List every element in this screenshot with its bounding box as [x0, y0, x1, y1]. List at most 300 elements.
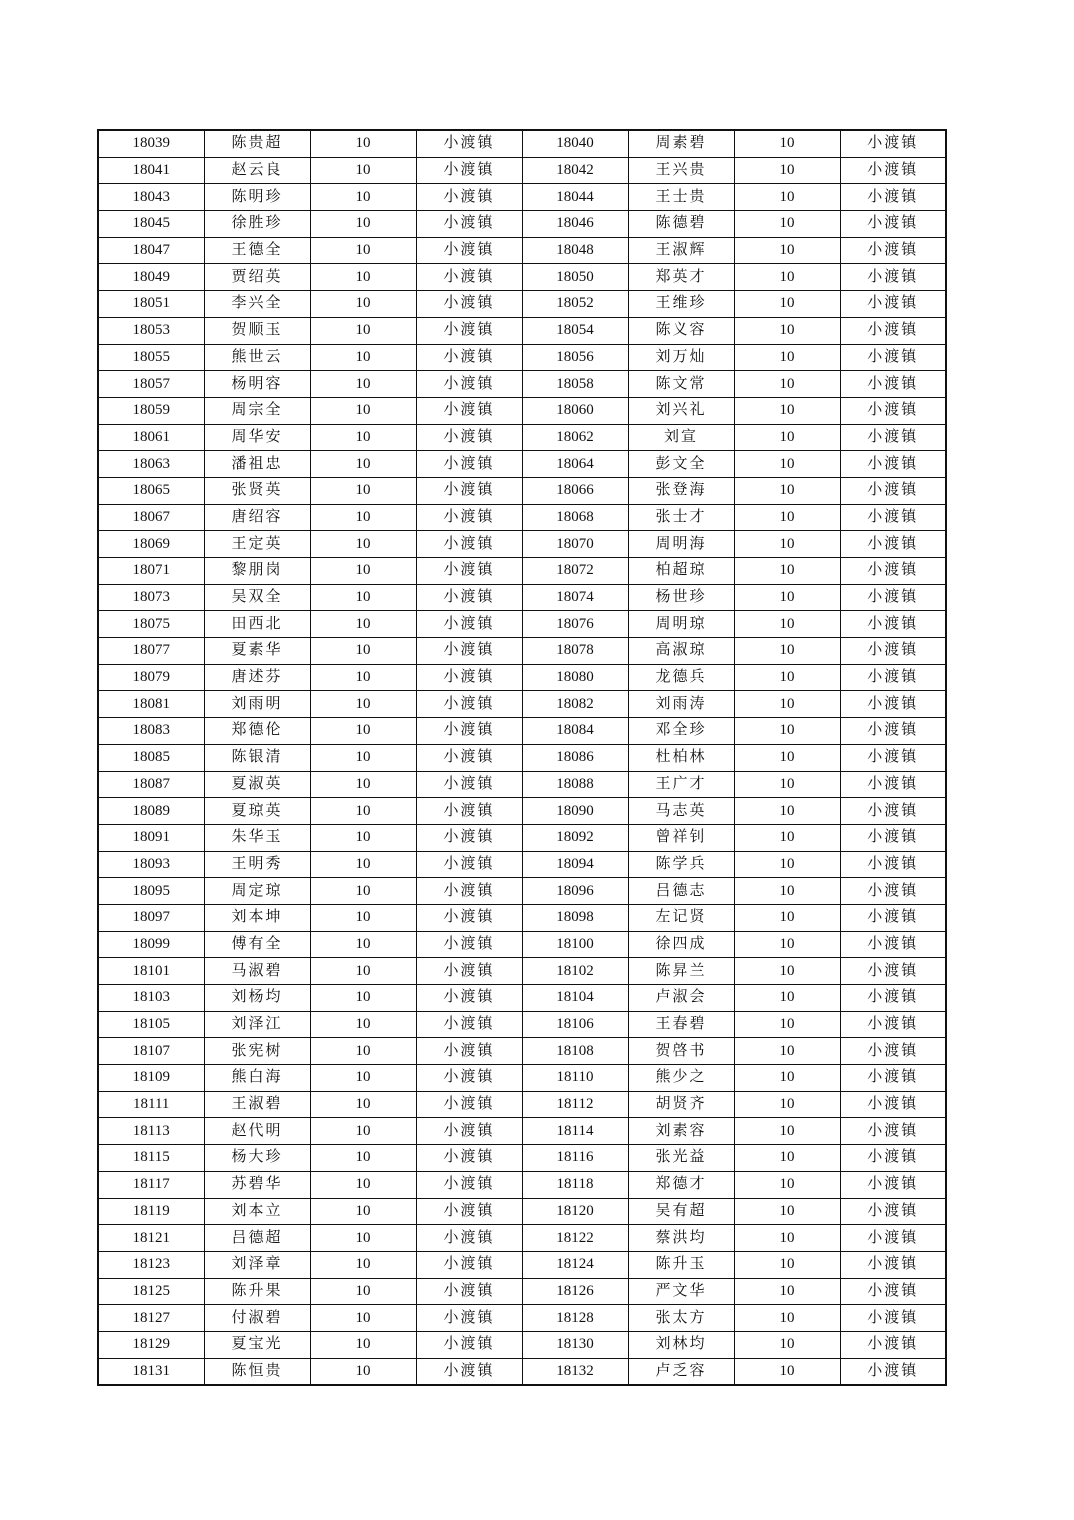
cell-town: 小渡镇 [840, 424, 946, 451]
cell-id: 18073 [98, 584, 204, 611]
cell-id: 18125 [98, 1278, 204, 1305]
cell-amount: 10 [310, 958, 416, 985]
cell-town: 小渡镇 [840, 1091, 946, 1118]
cell-amount: 10 [310, 878, 416, 905]
cell-amount: 10 [310, 344, 416, 371]
cell-id: 18083 [98, 718, 204, 745]
cell-name: 王明秀 [204, 851, 310, 878]
table-row [98, 771, 946, 798]
cell-name: 贾绍英 [204, 264, 310, 291]
cell-town: 小渡镇 [840, 1011, 946, 1038]
cell-amount: 10 [310, 130, 416, 157]
cell-name: 柏超琼 [628, 558, 734, 585]
roster-table [97, 129, 947, 1386]
cell-id: 18127 [98, 1305, 204, 1332]
table-row [98, 904, 946, 931]
cell-amount: 10 [734, 691, 840, 718]
cell-amount: 10 [734, 1331, 840, 1358]
table-row [98, 798, 946, 825]
cell-id: 18090 [522, 798, 628, 825]
cell-name: 周华安 [204, 424, 310, 451]
cell-id: 18066 [522, 477, 628, 504]
cell-amount: 10 [734, 211, 840, 238]
cell-town: 小渡镇 [416, 130, 522, 157]
cell-town: 小渡镇 [840, 130, 946, 157]
cell-town: 小渡镇 [840, 211, 946, 238]
cell-id: 18124 [522, 1251, 628, 1278]
cell-name: 马淑碧 [204, 958, 310, 985]
cell-name: 吕德超 [204, 1225, 310, 1252]
cell-id: 18070 [522, 531, 628, 558]
cell-amount: 10 [734, 531, 840, 558]
cell-name: 陈义容 [628, 317, 734, 344]
cell-amount: 10 [734, 1198, 840, 1225]
cell-amount: 10 [734, 371, 840, 398]
cell-id: 18088 [522, 771, 628, 798]
cell-town: 小渡镇 [416, 344, 522, 371]
cell-id: 18120 [522, 1198, 628, 1225]
table-row [98, 718, 946, 745]
cell-id: 18115 [98, 1145, 204, 1172]
cell-name: 夏琼英 [204, 798, 310, 825]
cell-amount: 10 [310, 451, 416, 478]
cell-name: 陈昇兰 [628, 958, 734, 985]
cell-id: 18110 [522, 1065, 628, 1092]
cell-id: 18112 [522, 1091, 628, 1118]
cell-town: 小渡镇 [416, 1251, 522, 1278]
cell-id: 18082 [522, 691, 628, 718]
table-row [98, 1011, 946, 1038]
roster-body [98, 130, 946, 1385]
cell-town: 小渡镇 [840, 451, 946, 478]
cell-name: 刘雨涛 [628, 691, 734, 718]
cell-town: 小渡镇 [840, 904, 946, 931]
cell-amount: 10 [310, 1331, 416, 1358]
cell-amount: 10 [734, 798, 840, 825]
cell-name: 夏淑英 [204, 771, 310, 798]
cell-amount: 10 [734, 824, 840, 851]
cell-id: 18096 [522, 878, 628, 905]
cell-town: 小渡镇 [416, 1278, 522, 1305]
cell-name: 彭文全 [628, 451, 734, 478]
cell-town: 小渡镇 [840, 504, 946, 531]
cell-id: 18041 [98, 157, 204, 184]
cell-name: 陈升果 [204, 1278, 310, 1305]
table-row [98, 664, 946, 691]
table-row [98, 558, 946, 585]
cell-id: 18042 [522, 157, 628, 184]
cell-town: 小渡镇 [416, 691, 522, 718]
cell-id: 18048 [522, 237, 628, 264]
cell-amount: 10 [310, 211, 416, 238]
cell-amount: 10 [310, 317, 416, 344]
table-row [98, 397, 946, 424]
cell-id: 18087 [98, 771, 204, 798]
cell-amount: 10 [734, 1038, 840, 1065]
cell-name: 陈文常 [628, 371, 734, 398]
cell-amount: 10 [734, 1225, 840, 1252]
cell-amount: 10 [734, 958, 840, 985]
cell-id: 18095 [98, 878, 204, 905]
cell-name: 唐绍容 [204, 504, 310, 531]
cell-name: 郑德伦 [204, 718, 310, 745]
cell-name: 田西北 [204, 611, 310, 638]
cell-amount: 10 [310, 237, 416, 264]
cell-town: 小渡镇 [840, 264, 946, 291]
cell-town: 小渡镇 [840, 584, 946, 611]
cell-town: 小渡镇 [416, 771, 522, 798]
cell-town: 小渡镇 [840, 558, 946, 585]
cell-id: 18104 [522, 985, 628, 1012]
cell-amount: 10 [734, 1251, 840, 1278]
cell-id: 18065 [98, 477, 204, 504]
cell-name: 陈明珍 [204, 184, 310, 211]
cell-amount: 10 [734, 397, 840, 424]
cell-town: 小渡镇 [416, 718, 522, 745]
table-row [98, 344, 946, 371]
cell-amount: 10 [310, 664, 416, 691]
cell-town: 小渡镇 [840, 1145, 946, 1172]
cell-amount: 10 [734, 130, 840, 157]
cell-id: 18052 [522, 291, 628, 318]
cell-town: 小渡镇 [840, 771, 946, 798]
cell-town: 小渡镇 [840, 1171, 946, 1198]
cell-town: 小渡镇 [416, 638, 522, 665]
cell-id: 18047 [98, 237, 204, 264]
cell-id: 18061 [98, 424, 204, 451]
cell-name: 卢乏容 [628, 1358, 734, 1385]
table-row [98, 878, 946, 905]
cell-name: 周宗全 [204, 397, 310, 424]
cell-name: 吕德志 [628, 878, 734, 905]
cell-name: 高淑琼 [628, 638, 734, 665]
cell-name: 王淑碧 [204, 1091, 310, 1118]
cell-id: 18078 [522, 638, 628, 665]
cell-id: 18040 [522, 130, 628, 157]
cell-id: 18055 [98, 344, 204, 371]
cell-town: 小渡镇 [416, 878, 522, 905]
cell-amount: 10 [310, 1011, 416, 1038]
cell-amount: 10 [734, 664, 840, 691]
table-row [98, 157, 946, 184]
cell-id: 18075 [98, 611, 204, 638]
cell-amount: 10 [310, 611, 416, 638]
cell-town: 小渡镇 [840, 477, 946, 504]
cell-name: 王淑辉 [628, 237, 734, 264]
cell-town: 小渡镇 [840, 985, 946, 1012]
cell-id: 18086 [522, 744, 628, 771]
cell-amount: 10 [310, 504, 416, 531]
cell-id: 18118 [522, 1171, 628, 1198]
cell-name: 陈学兵 [628, 851, 734, 878]
cell-amount: 10 [734, 718, 840, 745]
cell-town: 小渡镇 [840, 824, 946, 851]
table-row [98, 824, 946, 851]
table-row [98, 611, 946, 638]
cell-town: 小渡镇 [840, 1278, 946, 1305]
cell-id: 18094 [522, 851, 628, 878]
cell-id: 18113 [98, 1118, 204, 1145]
cell-id: 18109 [98, 1065, 204, 1092]
cell-town: 小渡镇 [840, 397, 946, 424]
table-row [98, 1171, 946, 1198]
cell-town: 小渡镇 [840, 1251, 946, 1278]
cell-name: 刘杨均 [204, 985, 310, 1012]
cell-town: 小渡镇 [416, 451, 522, 478]
table-row [98, 931, 946, 958]
cell-town: 小渡镇 [840, 157, 946, 184]
cell-id: 18074 [522, 584, 628, 611]
cell-town: 小渡镇 [840, 531, 946, 558]
cell-town: 小渡镇 [840, 1305, 946, 1332]
cell-amount: 10 [310, 1038, 416, 1065]
table-row [98, 851, 946, 878]
cell-name: 刘素容 [628, 1118, 734, 1145]
cell-town: 小渡镇 [416, 985, 522, 1012]
cell-amount: 10 [310, 691, 416, 718]
cell-town: 小渡镇 [840, 1198, 946, 1225]
cell-amount: 10 [310, 931, 416, 958]
table-row [98, 477, 946, 504]
cell-town: 小渡镇 [416, 1091, 522, 1118]
cell-name: 赵云良 [204, 157, 310, 184]
table-row [98, 451, 946, 478]
cell-town: 小渡镇 [416, 1225, 522, 1252]
cell-id: 18108 [522, 1038, 628, 1065]
cell-amount: 10 [310, 397, 416, 424]
cell-name: 张贤英 [204, 477, 310, 504]
cell-name: 卢淑会 [628, 985, 734, 1012]
cell-name: 郑英才 [628, 264, 734, 291]
cell-name: 王士贵 [628, 184, 734, 211]
table-row [98, 317, 946, 344]
cell-name: 王德全 [204, 237, 310, 264]
table-row [98, 504, 946, 531]
cell-town: 小渡镇 [416, 558, 522, 585]
cell-amount: 10 [734, 1171, 840, 1198]
cell-id: 18067 [98, 504, 204, 531]
cell-amount: 10 [734, 184, 840, 211]
cell-town: 小渡镇 [840, 344, 946, 371]
cell-id: 18072 [522, 558, 628, 585]
cell-amount: 10 [310, 985, 416, 1012]
cell-town: 小渡镇 [416, 264, 522, 291]
cell-amount: 10 [734, 237, 840, 264]
cell-amount: 10 [310, 798, 416, 825]
table-row [98, 264, 946, 291]
cell-name: 刘本坤 [204, 904, 310, 931]
cell-amount: 10 [734, 771, 840, 798]
cell-name: 潘祖忠 [204, 451, 310, 478]
cell-name: 王维珍 [628, 291, 734, 318]
cell-amount: 10 [734, 157, 840, 184]
cell-id: 18080 [522, 664, 628, 691]
cell-amount: 10 [734, 985, 840, 1012]
cell-town: 小渡镇 [416, 798, 522, 825]
cell-name: 傅有全 [204, 931, 310, 958]
cell-town: 小渡镇 [416, 397, 522, 424]
cell-name: 左记贤 [628, 904, 734, 931]
cell-id: 18064 [522, 451, 628, 478]
cell-id: 18098 [522, 904, 628, 931]
table-row [98, 1278, 946, 1305]
cell-id: 18100 [522, 931, 628, 958]
cell-id: 18117 [98, 1171, 204, 1198]
cell-id: 18054 [522, 317, 628, 344]
cell-name: 吴双全 [204, 584, 310, 611]
cell-town: 小渡镇 [416, 1011, 522, 1038]
cell-id: 18043 [98, 184, 204, 211]
cell-town: 小渡镇 [416, 504, 522, 531]
cell-town: 小渡镇 [416, 1358, 522, 1385]
cell-amount: 10 [734, 1011, 840, 1038]
cell-id: 18058 [522, 371, 628, 398]
cell-town: 小渡镇 [416, 237, 522, 264]
cell-town: 小渡镇 [840, 371, 946, 398]
cell-id: 18046 [522, 211, 628, 238]
cell-name: 杨明容 [204, 371, 310, 398]
table-row [98, 958, 946, 985]
cell-amount: 10 [310, 718, 416, 745]
cell-town: 小渡镇 [416, 1171, 522, 1198]
cell-id: 18062 [522, 424, 628, 451]
cell-name: 杨大珍 [204, 1145, 310, 1172]
cell-name: 熊少之 [628, 1065, 734, 1092]
cell-town: 小渡镇 [416, 1038, 522, 1065]
table-row [98, 371, 946, 398]
cell-id: 18126 [522, 1278, 628, 1305]
cell-name: 徐四成 [628, 931, 734, 958]
cell-id: 18122 [522, 1225, 628, 1252]
cell-amount: 10 [734, 1278, 840, 1305]
cell-amount: 10 [310, 291, 416, 318]
cell-id: 18044 [522, 184, 628, 211]
cell-amount: 10 [734, 451, 840, 478]
cell-id: 18059 [98, 397, 204, 424]
cell-id: 18102 [522, 958, 628, 985]
cell-town: 小渡镇 [416, 904, 522, 931]
cell-amount: 10 [734, 851, 840, 878]
table-row [98, 424, 946, 451]
cell-amount: 10 [734, 931, 840, 958]
cell-town: 小渡镇 [416, 1118, 522, 1145]
cell-id: 18089 [98, 798, 204, 825]
cell-id: 18119 [98, 1198, 204, 1225]
cell-id: 18076 [522, 611, 628, 638]
cell-town: 小渡镇 [840, 691, 946, 718]
cell-amount: 10 [310, 1091, 416, 1118]
cell-id: 18130 [522, 1331, 628, 1358]
cell-id: 18060 [522, 397, 628, 424]
table-row [98, 584, 946, 611]
cell-amount: 10 [734, 904, 840, 931]
cell-name: 夏宝光 [204, 1331, 310, 1358]
cell-name: 张登海 [628, 477, 734, 504]
cell-name: 周素碧 [628, 130, 734, 157]
cell-name: 张太方 [628, 1305, 734, 1332]
cell-amount: 10 [310, 744, 416, 771]
cell-town: 小渡镇 [416, 664, 522, 691]
cell-name: 邓全珍 [628, 718, 734, 745]
cell-name: 王春碧 [628, 1011, 734, 1038]
cell-name: 周明海 [628, 531, 734, 558]
cell-amount: 10 [310, 638, 416, 665]
cell-name: 夏素华 [204, 638, 310, 665]
cell-name: 刘林均 [628, 1331, 734, 1358]
cell-town: 小渡镇 [416, 584, 522, 611]
cell-id: 18071 [98, 558, 204, 585]
table-row [98, 1225, 946, 1252]
cell-amount: 10 [734, 744, 840, 771]
cell-amount: 10 [734, 1358, 840, 1385]
cell-id: 18091 [98, 824, 204, 851]
cell-amount: 10 [310, 371, 416, 398]
cell-town: 小渡镇 [840, 1038, 946, 1065]
cell-amount: 10 [734, 504, 840, 531]
table-row [98, 184, 946, 211]
cell-name: 王兴贵 [628, 157, 734, 184]
cell-amount: 10 [310, 771, 416, 798]
cell-id: 18053 [98, 317, 204, 344]
cell-name: 陈升玉 [628, 1251, 734, 1278]
table-row [98, 130, 946, 157]
cell-amount: 10 [310, 264, 416, 291]
cell-id: 18123 [98, 1251, 204, 1278]
cell-name: 刘宣 [628, 424, 734, 451]
cell-id: 18099 [98, 931, 204, 958]
cell-amount: 10 [310, 1305, 416, 1332]
cell-name: 朱华玉 [204, 824, 310, 851]
cell-name: 曾祥钊 [628, 824, 734, 851]
cell-id: 18079 [98, 664, 204, 691]
cell-town: 小渡镇 [840, 237, 946, 264]
cell-town: 小渡镇 [840, 638, 946, 665]
cell-name: 黎朋岗 [204, 558, 310, 585]
cell-town: 小渡镇 [416, 477, 522, 504]
cell-amount: 10 [310, 851, 416, 878]
cell-name: 严文华 [628, 1278, 734, 1305]
cell-amount: 10 [734, 1118, 840, 1145]
cell-name: 贺啓书 [628, 1038, 734, 1065]
cell-name: 吴有超 [628, 1198, 734, 1225]
cell-town: 小渡镇 [840, 664, 946, 691]
cell-name: 郑德才 [628, 1171, 734, 1198]
cell-amount: 10 [734, 558, 840, 585]
cell-town: 小渡镇 [416, 1331, 522, 1358]
cell-name: 胡贤齐 [628, 1091, 734, 1118]
cell-town: 小渡镇 [416, 611, 522, 638]
cell-name: 杜柏林 [628, 744, 734, 771]
table-row [98, 691, 946, 718]
cell-amount: 10 [310, 1171, 416, 1198]
cell-amount: 10 [310, 824, 416, 851]
cell-town: 小渡镇 [416, 824, 522, 851]
cell-id: 18107 [98, 1038, 204, 1065]
cell-town: 小渡镇 [840, 291, 946, 318]
cell-id: 18093 [98, 851, 204, 878]
cell-amount: 10 [734, 638, 840, 665]
cell-name: 张士才 [628, 504, 734, 531]
cell-town: 小渡镇 [416, 931, 522, 958]
cell-amount: 10 [310, 1251, 416, 1278]
cell-amount: 10 [734, 1091, 840, 1118]
cell-amount: 10 [310, 1225, 416, 1252]
cell-amount: 10 [310, 477, 416, 504]
cell-town: 小渡镇 [416, 317, 522, 344]
table-row [98, 1305, 946, 1332]
cell-town: 小渡镇 [416, 744, 522, 771]
cell-amount: 10 [310, 1278, 416, 1305]
